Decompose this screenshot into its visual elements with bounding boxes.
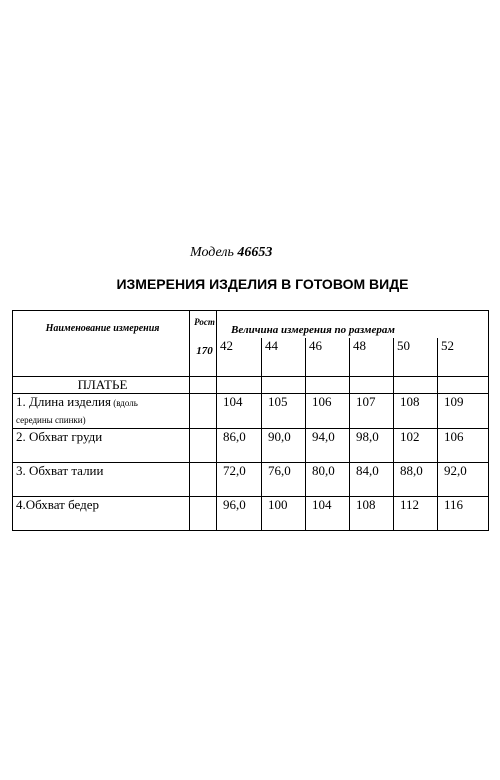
row-name-note-open: (вдоль: [110, 398, 138, 408]
row-name: 4.Обхват бедер: [13, 497, 190, 531]
value-cell: 76,0: [262, 463, 306, 497]
table-row: [13, 497, 489, 531]
value-cell: 84,0: [350, 463, 394, 497]
header-height-label: Рост: [194, 317, 215, 327]
model-prefix: Модель: [190, 245, 234, 260]
value-cell: 104: [217, 394, 262, 429]
value-cell: 104: [306, 497, 350, 531]
value-cell: 98,0: [350, 429, 394, 463]
empty-cell: [438, 377, 489, 394]
table-row: [13, 429, 489, 463]
value-cell: 105: [262, 394, 306, 429]
value-cell: 80,0: [306, 463, 350, 497]
header-height: [190, 311, 217, 377]
value-cell: 94,0: [306, 429, 350, 463]
measurements-table: [12, 310, 489, 531]
value-cell: 106: [438, 429, 489, 463]
value-cell: 116: [438, 497, 489, 531]
empty-cell: [262, 377, 306, 394]
value-cell: 108: [350, 497, 394, 531]
row-name: [13, 394, 190, 429]
empty-cell: [190, 429, 217, 463]
empty-cell: [190, 377, 217, 394]
table-row: [13, 463, 489, 497]
empty-cell: [190, 497, 217, 531]
section-label: ПЛАТЬЕ: [13, 377, 190, 394]
empty-cell: [190, 463, 217, 497]
document-title: ИЗМЕРЕНИЯ ИЗДЕЛИЯ В ГОТОВОМ ВИДЕ: [116, 276, 409, 292]
size-cell: 42: [217, 338, 262, 377]
header-values: Величина измерения по размерам: [217, 311, 489, 339]
size-cell: 48: [350, 338, 394, 377]
model-label: [190, 245, 272, 261]
row-name: 2. Обхват груди: [13, 429, 190, 463]
value-cell: 92,0: [438, 463, 489, 497]
row-name-text: 1. Длина изделия: [16, 394, 111, 409]
section-row: [13, 377, 489, 394]
value-cell: 109: [438, 394, 489, 429]
value-cell: 108: [394, 394, 438, 429]
empty-cell: [190, 394, 217, 429]
value-cell: 112: [394, 497, 438, 531]
model-number: 46653: [237, 245, 273, 260]
size-cell: 50: [394, 338, 438, 377]
table-header-row: [13, 311, 489, 339]
empty-cell: [217, 377, 262, 394]
empty-cell: [350, 377, 394, 394]
value-cell: 96,0: [217, 497, 262, 531]
value-cell: 107: [350, 394, 394, 429]
value-cell: 100: [262, 497, 306, 531]
empty-cell: [394, 377, 438, 394]
size-cell: 46: [306, 338, 350, 377]
header-name: Наименование измерения: [13, 311, 190, 377]
size-cell: 52: [438, 338, 489, 377]
size-cell: 44: [262, 338, 306, 377]
value-cell: 102: [394, 429, 438, 463]
empty-cell: [306, 377, 350, 394]
value-cell: 86,0: [217, 429, 262, 463]
value-cell: 106: [306, 394, 350, 429]
value-cell: 88,0: [394, 463, 438, 497]
table-row: [13, 394, 489, 429]
row-name: 3. Обхват талии: [13, 463, 190, 497]
value-cell: 72,0: [217, 463, 262, 497]
value-cell: 90,0: [262, 429, 306, 463]
row-name-note-rest: середины спинки): [16, 415, 86, 425]
header-height-value: 170: [196, 345, 213, 357]
